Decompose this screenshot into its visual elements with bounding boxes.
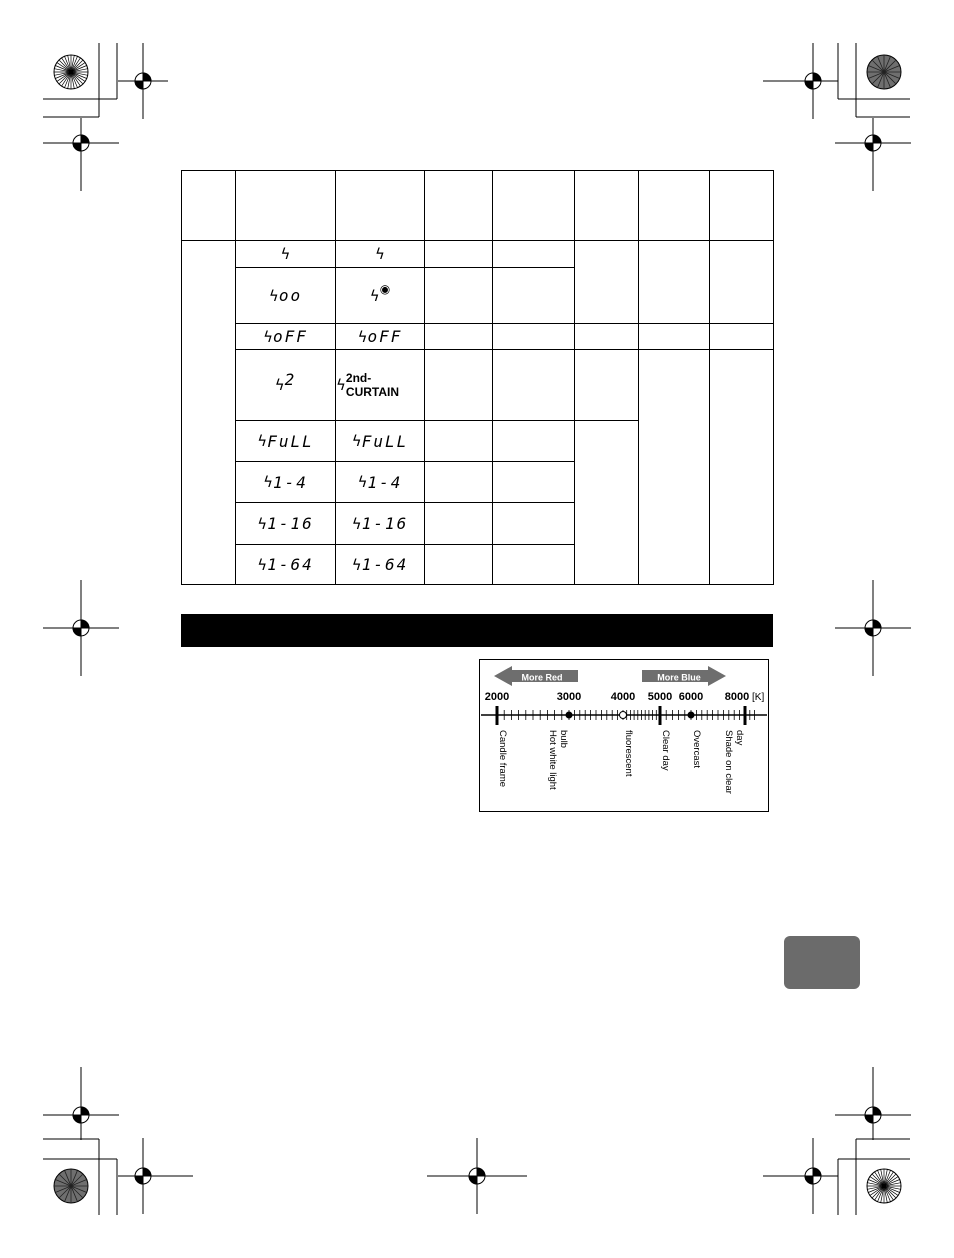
marker-label: Candle frame	[497, 730, 508, 788]
table-row: ϟ FuLL	[351, 431, 409, 451]
flash-bolt-icon: ϟ	[257, 555, 268, 574]
more-blue-label: More Blue	[657, 672, 701, 683]
tick-label: 3000	[556, 691, 582, 703]
table-row: ϟ oo	[268, 286, 303, 305]
table-row: ϟ oFF	[263, 327, 308, 346]
flash-bolt-icon: ϟ	[351, 432, 362, 450]
marker-label: bulb	[558, 730, 569, 748]
flash-bolt-icon: ϟ	[257, 432, 268, 450]
table-row: ϟ FuLL	[257, 431, 314, 451]
marker-label: Hot white light	[547, 730, 558, 790]
tick-label: 5000	[647, 691, 673, 703]
more-blue-arrow	[642, 666, 726, 686]
temperature-marker	[566, 712, 573, 719]
marker-label: Clear day	[660, 730, 671, 771]
more-red-arrow	[494, 666, 578, 686]
temperature-marker	[744, 706, 747, 725]
flash-bolt-icon: ϟ	[274, 376, 285, 394]
flash-bolt-icon: ϟ	[257, 514, 268, 533]
table-row: ϟ oFF	[357, 327, 403, 346]
flash-bolt-icon: ϟ	[336, 376, 346, 394]
flash-bolt-icon: ϟ	[351, 555, 362, 574]
marker-label: Overcast	[691, 730, 702, 769]
flash-bolt-icon: ϟ	[357, 327, 368, 346]
temperature-marker	[620, 712, 627, 719]
flash-bolt-icon: ϟ	[375, 245, 385, 263]
kelvin-unit-label: [K]	[752, 692, 765, 703]
marker-label: fluorescent	[623, 730, 634, 777]
table-row: ϟ 1-16	[257, 514, 314, 533]
chapter-tab	[784, 936, 860, 989]
flash-bolt-icon: ϟ	[263, 327, 273, 346]
table-row: ϟ 1-4	[357, 472, 403, 492]
table-row: ϟ 2	[274, 369, 297, 394]
tick-label: 4000	[610, 691, 636, 703]
flash-bolt-icon: ϟ	[263, 473, 273, 491]
temperature-marker	[659, 706, 662, 725]
temperature-marker	[496, 706, 499, 725]
table-row: ϟ 1-4	[263, 472, 308, 492]
tick-label: 6000	[678, 691, 704, 703]
marker-label: Shade on clear	[723, 730, 734, 794]
temperature-marker	[688, 712, 695, 719]
flash-bolt-icon: ϟ	[280, 245, 291, 263]
flash-bolt-icon: ϟ	[369, 286, 380, 305]
flash-bolt-icon: ϟ	[357, 473, 368, 491]
flash-bolt-icon: ϟ	[268, 286, 279, 305]
more-red-label: More Red	[521, 672, 563, 683]
tick-label: 8000	[724, 691, 750, 703]
red-eye-icon: ◉	[379, 281, 391, 296]
table-row: ϟ 1-16	[351, 514, 409, 533]
table-row: ϟ 2nd-CURTAIN	[336, 371, 400, 399]
marker-label: day	[734, 730, 745, 746]
tick-label: 2000	[484, 691, 510, 703]
table-row: ϟ 1-64	[257, 555, 314, 574]
flash-bolt-icon: ϟ	[351, 514, 362, 533]
table-row: ϟ 1-64	[351, 555, 409, 574]
